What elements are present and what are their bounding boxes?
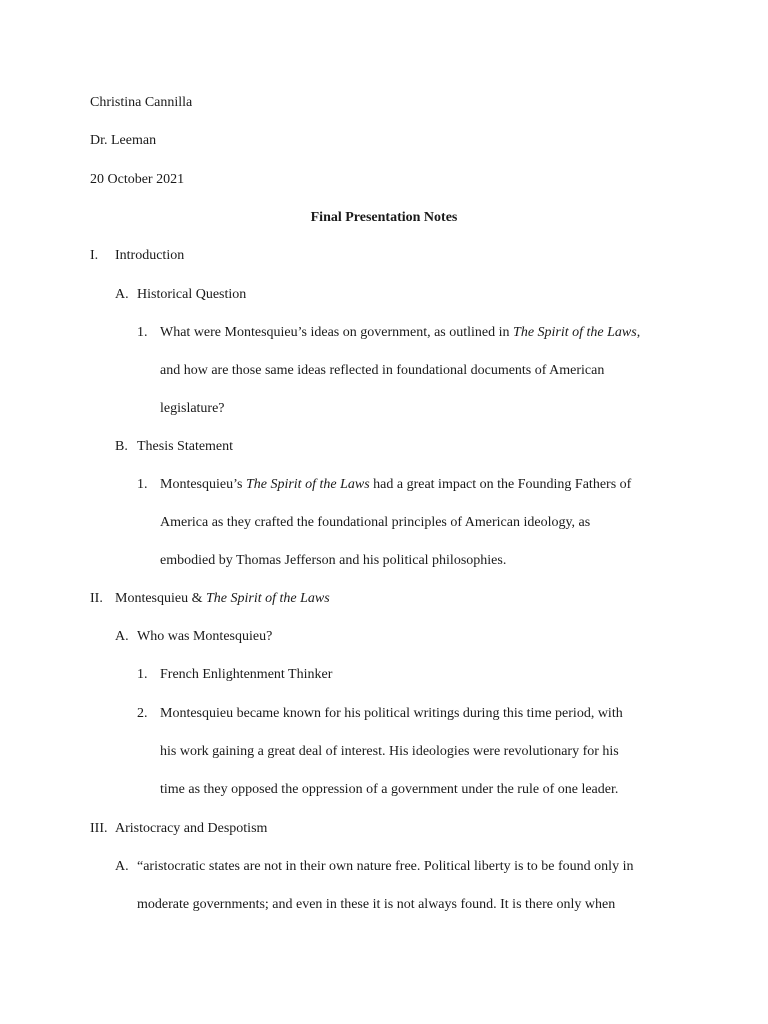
instructor-name: Dr. Leeman bbox=[90, 133, 157, 148]
section-1a-item-1-label: 1. bbox=[137, 325, 148, 340]
author-name: Christina Cannilla bbox=[90, 95, 193, 110]
section-2-heading: Montesquieu & The Spirit of the Laws bbox=[115, 591, 330, 606]
section-2a-item-2-line-3: time as they opposed the oppression of a government under the rule of one leader. bbox=[160, 782, 619, 797]
section-2a-item-1-text: French Enlightenment Thinker bbox=[160, 667, 333, 682]
section-1-numeral: I. bbox=[90, 248, 99, 263]
section-2a-item-2-line-2: his work gaining a great deal of interest. His ideologies were revolutionary for his bbox=[160, 744, 619, 759]
book-title: The Spirit of the Laws bbox=[245, 477, 370, 492]
section-1b-item-1-line-1: Montesquieu’s The Spirit of the Laws had a great impact on the Founding Fathers of bbox=[160, 477, 632, 492]
section-1b-item-1-label: 1. bbox=[137, 477, 148, 492]
section-2a-label: A. bbox=[115, 629, 129, 644]
section-3a-line-2: moderate governments; and even in these it is not always found. It is there only when bbox=[137, 897, 616, 912]
section-1a-item-1-line-1: What were Montesquieu’s ideas on government, as outlined in The Spirit of the Laws, bbox=[160, 325, 641, 340]
document-date: 20 October 2021 bbox=[90, 172, 185, 187]
section-1a-label: A. bbox=[115, 287, 129, 302]
section-1b-item-1-line-3: embodied by Thomas Jefferson and his political philosophies. bbox=[160, 553, 507, 568]
section-3-numeral: III. bbox=[90, 821, 108, 836]
document-title: Final Presentation Notes bbox=[310, 210, 458, 225]
section-2-numeral: II. bbox=[90, 591, 103, 606]
section-1b-heading: Thesis Statement bbox=[137, 439, 234, 454]
section-3a-label: A. bbox=[115, 859, 129, 874]
section-2a-item-1-label: 1. bbox=[137, 667, 148, 682]
section-2a-heading: Who was Montesquieu? bbox=[137, 629, 273, 644]
section-1a-heading: Historical Question bbox=[137, 287, 247, 302]
book-title: The Spirit of the Laws bbox=[513, 325, 637, 340]
section-3a-line-1: “aristocratic states are not in their own nature free. Political liberty is to be found only in bbox=[137, 859, 634, 874]
book-title: The Spirit of the Laws bbox=[206, 591, 330, 606]
section-2a-item-2-label: 2. bbox=[137, 706, 148, 721]
section-1-heading: Introduction bbox=[115, 248, 185, 263]
section-3-heading: Aristocracy and Despotism bbox=[115, 821, 268, 836]
section-1a-item-1-line-2: and how are those same ideas reflected in foundational documents of American bbox=[160, 363, 605, 378]
section-2a-item-2-line-1: Montesquieu became known for his political writings during this time period, with bbox=[160, 706, 623, 721]
section-1a-item-1-line-3: legislature? bbox=[160, 401, 225, 416]
section-1b-item-1-line-2: America as they crafted the foundational principles of American ideology, as bbox=[160, 515, 591, 530]
section-1b-label: B. bbox=[115, 439, 128, 454]
